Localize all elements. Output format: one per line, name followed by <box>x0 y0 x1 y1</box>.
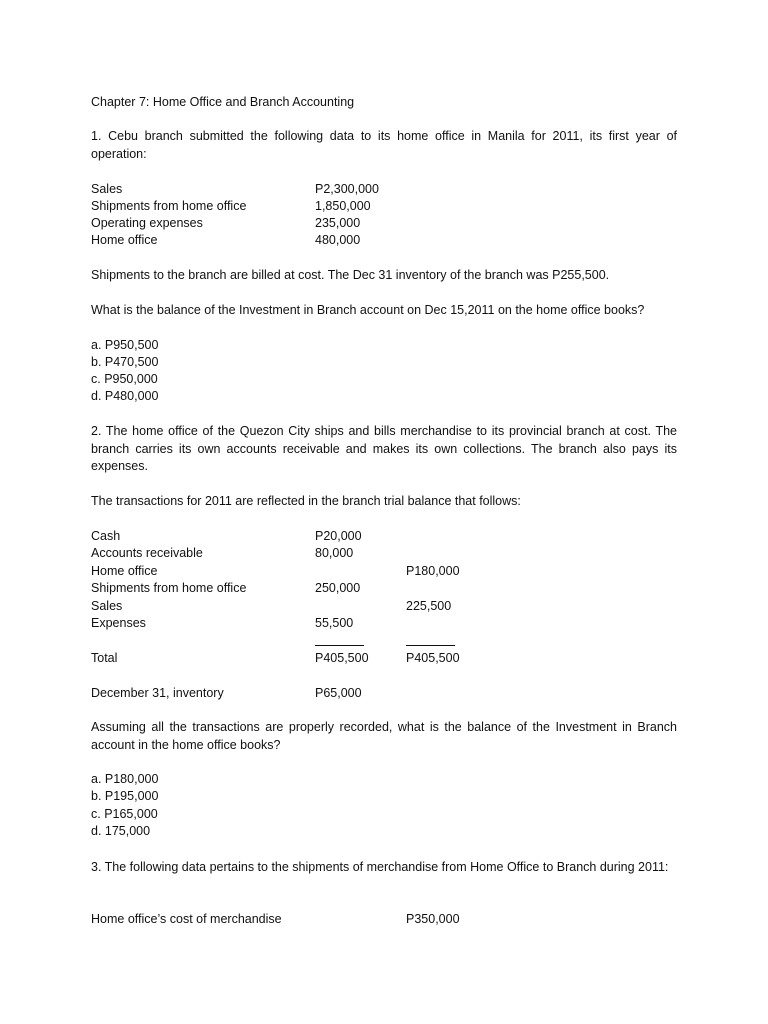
q2-total-debit: P405,500 <box>315 651 369 665</box>
q1-choice-d: d. P480,000 <box>91 389 159 403</box>
q2-row-debit: 80,000 <box>315 546 354 560</box>
q2-prompt: 2. The home office of the Quezon City ships and bills merchandise to its provincial branch at cost. The branch carries its own accounts receivable and makes its own collections. The branch also pays its expenses. <box>91 424 677 473</box>
q1-question: What is the balance of the Investment in Branch account on Dec 15,2011 on the home office books? <box>91 303 645 317</box>
q2-inventory-label: December 31, inventory <box>91 686 224 700</box>
q2-intro: The transactions for 2011 are reflected in the branch trial balance that follows: <box>91 494 521 508</box>
q1-row-label: Home office <box>91 233 158 247</box>
q1-row-amount: 235,000 <box>315 216 361 230</box>
q3-row-label: Home office’s cost of merchandise <box>91 912 282 926</box>
q2-row-credit: 225,500 <box>406 599 452 613</box>
q1-choice-b: b. P470,500 <box>91 355 159 369</box>
q1-row-label: Sales <box>91 182 123 196</box>
q2-choice-b: b. P195,000 <box>91 789 159 803</box>
chapter-title: Chapter 7: Home Office and Branch Accounting <box>91 95 355 109</box>
q2-row-credit: P180,000 <box>406 564 460 578</box>
q2-row-label: Sales <box>91 599 123 613</box>
q3-prompt: 3. The following data pertains to the shipments of merchandise from Home Office to Branch during 2011: <box>91 860 669 874</box>
q1-row-label: Operating expenses <box>91 216 203 230</box>
q2-row-debit: P20,000 <box>315 529 362 543</box>
q2-row-label: Home office <box>91 564 158 578</box>
q2-choice-d: d. 175,000 <box>91 824 151 838</box>
q2-row-label: Accounts receivable <box>91 546 203 560</box>
q1-choice-c: c. P950,000 <box>91 372 158 386</box>
debit-total-rule <box>315 645 364 646</box>
q1-row-label: Shipments from home office <box>91 199 247 213</box>
q2-row-label: Shipments from home office <box>91 581 247 595</box>
q2-row-debit: 55,500 <box>315 616 354 630</box>
q1-note: Shipments to the branch are billed at cost. The Dec 31 inventory of the branch was P255,500. <box>91 268 610 282</box>
q1-prompt: 1. Cebu branch submitted the following data to its home office in Manila for 2011, its first year of operation: <box>91 129 677 161</box>
q2-choice-c: c. P165,000 <box>91 807 158 821</box>
q2-total-label: Total <box>91 651 118 665</box>
q2-question: Assuming all the transactions are properly recorded, what is the balance of the Investment in Branch account in the home office books? <box>91 720 677 752</box>
q1-choice-a: a. P950,500 <box>91 338 159 352</box>
q2-choice-a: a. P180,000 <box>91 772 159 786</box>
q2-row-debit: 250,000 <box>315 581 361 595</box>
q1-row-amount: 1,850,000 <box>315 199 371 213</box>
q2-row-label: Expenses <box>91 616 146 630</box>
q2-row-label: Cash <box>91 529 121 543</box>
q1-row-amount: P2,300,000 <box>315 182 379 196</box>
q2-total-credit: P405,500 <box>406 651 460 665</box>
q3-row-amount: P350,000 <box>406 912 460 926</box>
q1-row-amount: 480,000 <box>315 233 361 247</box>
credit-total-rule <box>406 645 455 646</box>
q2-inventory-amount: P65,000 <box>315 686 362 700</box>
